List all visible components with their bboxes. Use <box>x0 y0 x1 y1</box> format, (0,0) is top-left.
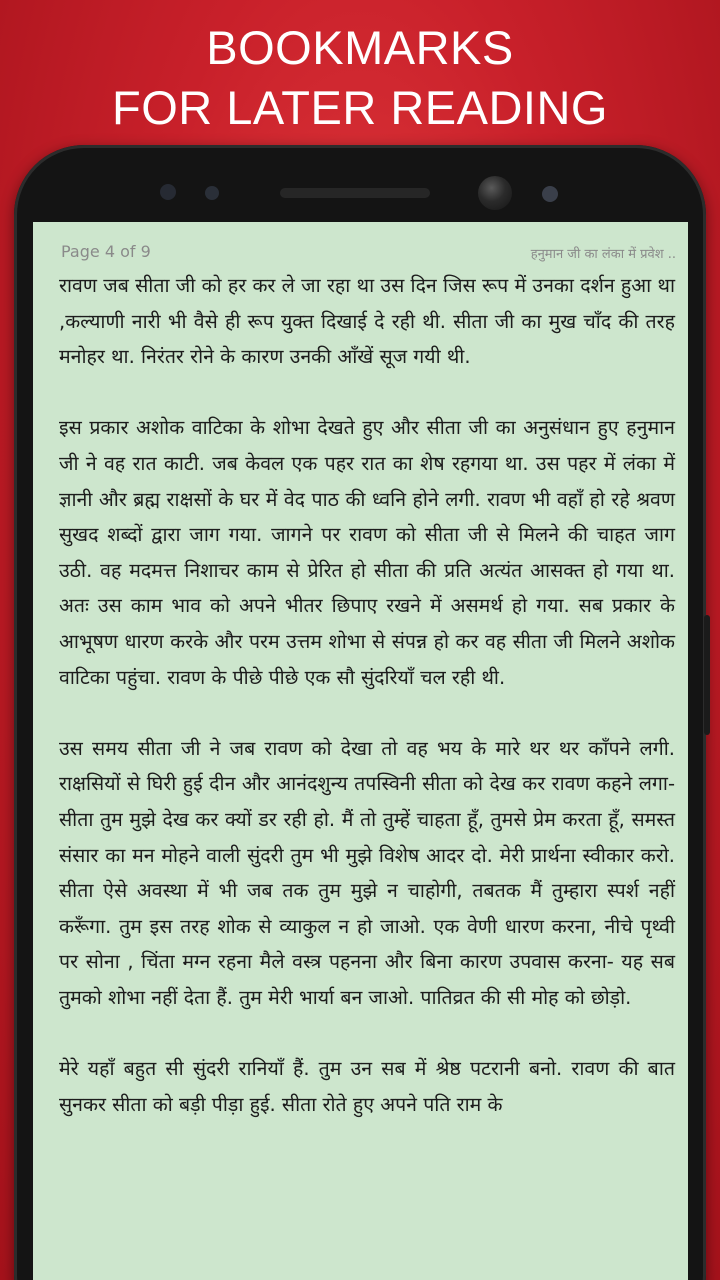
banner-line-2: FOR LATER READING <box>112 81 608 134</box>
banner-line-1: BOOKMARKS <box>206 21 514 74</box>
promo-banner <box>0 18 720 138</box>
light-sensor-icon <box>205 186 219 200</box>
reader-screen[interactable] <box>33 222 688 1280</box>
chapter-title: हनुमान जी का लंका में प्रवेश .. <box>530 247 676 262</box>
paragraph: इस प्रकार अशोक वाटिका के शोभा देखते हुए और सीता जी का अनुसंधान हुए हनुमान जी ने वह रात काटी. जब केवल एक पहर रात का शेष रहगया था. उस पहर में लंका में ज्ञानी और ब्रह्म राक्षसों के घर में वेद पाठ की ध्वनि होने लगी. रावण भी वहाँ हो रहे श्रवण सुखद शब्दों द्वारा जाग गया. जागने पर रावण को सीता जी से मिलने की चाहत जाग उठी. वह मदमत्त निशाचर काम से प्रेरित हो सीता की प्रति अत्यंत आसक्त हो गया था. अतः उस काम भाव को अपने भीतर छिपाए रखने में असमर्थ हो गया. सब प्रकार के आभूषण धारण करके और परम उत्तम शोभा से संपन्न हो कर वह सीता जी मिलने अशोक वाटिका पहुंचा. रावण के पीछे पीछे एक सौ सुंदरियाँ चल रही थी. <box>59 416 675 689</box>
reading-content[interactable] <box>59 268 675 1158</box>
paragraph: रावण जब सीता जी को हर कर ले जा रहा था उस दिन जिस रूप में उनका दर्शन हुआ था ,कल्याणी नारी भी वैसे ही रूप युक्त दिखाई दे रही थी. सीता जी का मुख चाँद की तरह मनोहर था. निरंतर रोने के कारण उनकी आँखें सूज गयी थी. <box>59 274 675 369</box>
reader-header <box>61 242 676 264</box>
front-camera-icon <box>478 176 512 210</box>
page-indicator: Page 4 of 9 <box>61 242 151 261</box>
phone-side-button <box>704 615 710 735</box>
paragraph: उस समय सीता जी ने जब रावण को देखा तो वह भय के मारे थर थर काँपने लगी. राक्षसियों से घिरी हुई दीन और आनंदशुन्य तपस्विनी सीता को देख कर रावण कहने लगा- सीता तुम मुझे देख कर क्यों डर रही हो. मैं तो तुम्हें चाहता हूँ, तुमसे प्रेम करता हूँ, समस्त संसार का मन मोहने वाली सुंदरी तुम भी मुझे विशेष आदर दो. मेरी प्रार्थना स्वीकार करो. सीता ऐसे अवस्था में भी जब तक तुम मुझे न चाहोगी, तबतक मैं तुम्हारा स्पर्श नहीं करूँगा. तुम इस तरह शोक से व्याकुल न हो जाओ. एक वेणी धारण करना, नीचे पृथ्वी पर सोना , चिंता मग्न रहना मैले वस्त्र पहनना और बिना कारण उपवास करना- यह सब तुमको शोभा नहीं देता हैं. तुम मेरी भार्या बन जाओ. पातिव्रत की सी मोह को छोड़ो. <box>59 736 675 1009</box>
earpiece-speaker <box>280 188 430 198</box>
proximity-sensor-icon <box>160 184 176 200</box>
paragraph: मेरे यहाँ बहुत सी सुंदरी रानियाँ हैं. तुम उन सब में श्रेष्ठ पटरानी बनो. रावण की बात सुनकर सीता को बड़ी पीड़ा हुई. सीता रोते हुए अपने पति राम के <box>59 1057 675 1116</box>
iris-sensor-icon <box>542 186 558 202</box>
